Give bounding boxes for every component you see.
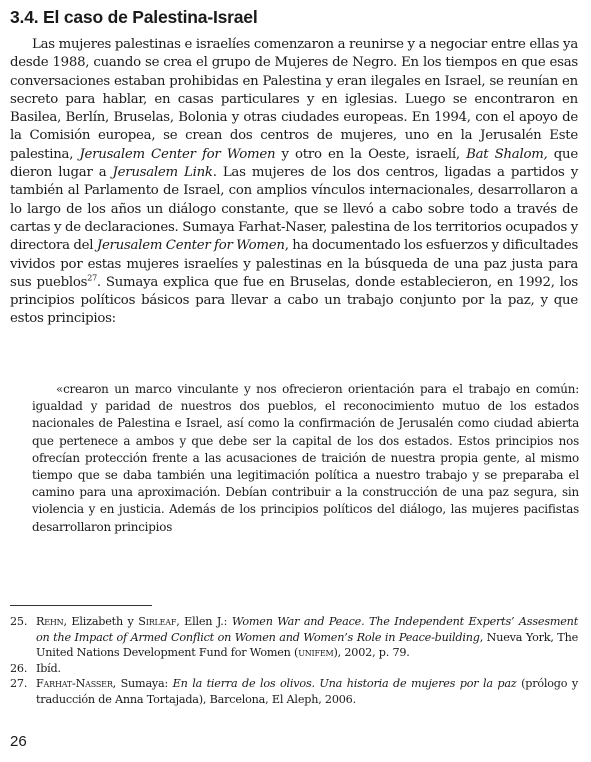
footnote-number: 25.	[10, 615, 28, 628]
footnote-fragment: , Elizabeth y	[63, 615, 139, 628]
block-quote: «crearon un marco vinculante y nos ofrecieron orientación para el trabajo en común: igualdad y paridad de nuestros dos pueblos, el reconocimiento mutuo de los estados nacionales de Palestina e Israel, así como la confirmación de Jerusalén como ciudad abierta que pertenece a ambos y que debe ser la capital de los dos estados. Estos principios nos ofrecían protección frente a las acusaciones de traición de nuestra propia gente, al mismo tiempo que se daba también una legitimación política a nuestro trabajo y se preparaba el camino para una aproximación. Debían contribuir a la construcción de una paz segura, sin violencia y en justicia. Además de los principios políticos del diálogo, las mujeres pacifistas desarrollaron principios	[32, 382, 579, 534]
italic-title: Jerusalem Link	[112, 165, 213, 181]
author-name: Farhat-Nasser	[36, 677, 113, 691]
footnote-fragment: , Nueva York, The United Nations Development Fund for Women (	[36, 630, 578, 660]
org-acronym: unifem	[298, 646, 334, 660]
body-paragraph	[10, 36, 578, 329]
footnote-fragment: ), 2002, p. 79.	[333, 646, 410, 660]
author-name: Rehn	[36, 615, 64, 628]
italic-title: Jerusalem Center for Women	[96, 238, 285, 254]
footnote-fragment: , Sumaya:	[112, 677, 173, 691]
work-title: En la tierra de los olivos. Una historia de mujeres por la paz	[172, 677, 517, 691]
footnote-text	[36, 676, 578, 707]
footnote-number: 26.	[10, 661, 28, 675]
paragraph-text: Las mujeres palestinas e israelíes comenzaron a reunirse y a negociar entre ellas ya desde 1988, cuando se crea el grupo de Mujeres de Negro. En los tiempos en que esas conversaciones estaban prohibidas en Palestina y eran ilegales en Israel, se reunían en secreto para hablar, en casas particulares y en iglesias. Luego se encontraron en Basilea, Berlín, Bruselas, Bolonia y otras ciudades europeas. En 1994, con el apoyo de la Comisión europea, se crean dos centros de mujeres, uno en la Jerusalén Este palestina,	[10, 37, 578, 162]
author-name: Sirleaf	[138, 615, 177, 628]
footnote-text	[36, 614, 578, 661]
footnote-number: 27.	[10, 677, 28, 691]
footnote-divider	[10, 605, 152, 606]
footnote-27	[10, 676, 578, 707]
paragraph-text: . Sumaya explica que fue en Bruselas, donde establecieron, en 1992, los principios políticos básicos para llevar a cabo un trabajo conjunto por la paz, y que estos principios:	[10, 274, 579, 327]
footnote-text: Ibíd.	[36, 661, 61, 675]
footnote-26	[10, 661, 578, 677]
footnotes	[10, 614, 578, 708]
paragraph-text: y otro en la Oeste, israelí,	[275, 146, 467, 162]
paragraph-text: , ha documentado los esfuerzos y dificultades vividos por estas mujeres israelíes y palestinas en la búsqueda de una paz justa para sus pueblos	[10, 238, 579, 290]
footnote-fragment: , Ellen J.:	[176, 615, 232, 628]
paragraph-text: . Las mujeres de los dos centros, ligadas a partidos y también al Parlamento de Israel, con amplios vínculos internacionales, desarrollaron a lo largo de los años un diálogo constante, que se llevó a cabo sobre todo a través de cartas y de declaraciones. Sumaya Farhat-Naser, palestina de los territorios ocupados y directora del	[10, 165, 578, 254]
paragraph-text: que dieron lugar a	[10, 146, 578, 181]
footnote-fragment: (prólogo y traducción de Anna Tortajada), Barcelona, El Aleph, 2006.	[36, 677, 578, 706]
work-title: Women War and Peace. The Independent Experts’ Assesment on the Impact of Armed Conflict on Women and Women’s Role in Peace-building	[36, 615, 578, 644]
footnote-reference: 27	[87, 273, 97, 283]
italic-title: Jerusalem Center for Women	[79, 146, 276, 162]
section-heading: 3.4. El caso de Palestina-Israel	[10, 7, 258, 27]
italic-title: Bat Shalom,	[466, 146, 548, 162]
page-number: 26	[10, 733, 27, 750]
footnote-25	[10, 614, 578, 661]
